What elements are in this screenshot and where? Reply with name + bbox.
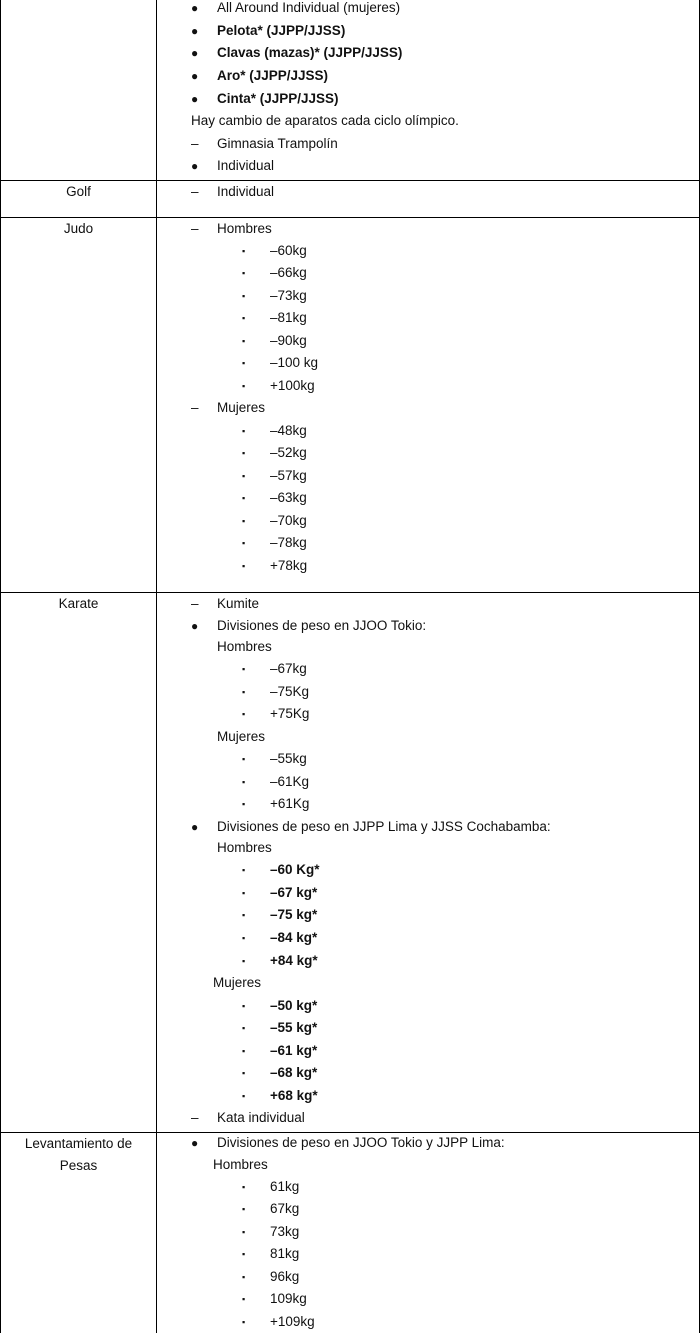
list-item <box>157 1085 697 1107</box>
square-bullet-icon: ▪ <box>242 291 246 301</box>
bullet-icon: ● <box>191 820 199 834</box>
square-bullet-icon: ▪ <box>242 1046 246 1056</box>
list-item-text: Divisiones de peso en JJOO Tokio y JJPP Lima: <box>217 1135 505 1150</box>
list-item-text: +75Kg <box>270 706 310 721</box>
square-bullet-icon: ▪ <box>242 777 246 787</box>
list-item-text: Mujeres <box>217 729 266 744</box>
list-item-text: –78kg <box>270 535 307 550</box>
list-item <box>157 1062 697 1084</box>
list-item <box>157 375 697 397</box>
list-item <box>157 1243 697 1265</box>
square-bullet-icon: ▪ <box>242 313 246 323</box>
list-item-text: Hombres <box>213 1157 268 1172</box>
square-bullet-icon: ▪ <box>242 687 246 697</box>
list-item <box>157 726 697 748</box>
list-item-text: –52kg <box>270 445 307 460</box>
list-item <box>157 510 697 532</box>
list-item-text: Hombres <box>217 840 272 855</box>
list-item-text: –73kg <box>270 288 307 303</box>
list-item-text: Divisiones de peso en JJOO Tokio: <box>217 618 427 633</box>
square-bullet-icon: ▪ <box>242 1317 246 1327</box>
list-item-text: All Around Individual (mujeres) <box>217 0 401 15</box>
list-item <box>157 420 697 442</box>
list-item <box>157 181 697 203</box>
list-item-text: –70kg <box>270 513 307 528</box>
list-item <box>157 1221 697 1243</box>
list-item-text: –60 Kg* <box>270 862 320 877</box>
list-item <box>157 330 697 352</box>
list-item <box>157 1198 697 1220</box>
list-item <box>157 703 697 725</box>
list-item-text: 67kg <box>270 1201 300 1216</box>
square-bullet-icon: ▪ <box>242 865 246 875</box>
list-item-text: Aro* (JJPP/JJSS) <box>217 68 329 83</box>
list-item-text: –55 kg* <box>270 1020 318 1035</box>
sport-name: Levantamiento de <box>24 1136 133 1151</box>
bullet-icon: ● <box>191 24 199 38</box>
list-item <box>157 307 697 329</box>
list-item <box>157 837 697 859</box>
list-item-text: Cinta* (JJPP/JJSS) <box>217 91 339 106</box>
list-item-text: Mujeres <box>217 400 266 415</box>
list-item <box>157 1107 697 1129</box>
list-item-text: Divisiones de peso en JJPP Lima y JJSS Cochabamba: <box>217 819 551 834</box>
list-item-text: Kumite <box>217 596 260 611</box>
list-item <box>157 42 697 64</box>
list-item-text: –81kg <box>270 310 307 325</box>
square-bullet-icon: ▪ <box>242 933 246 943</box>
list-item <box>157 859 697 881</box>
dash-icon: – <box>191 221 199 236</box>
list-item-text: –67 kg* <box>270 885 318 900</box>
square-bullet-icon: ▪ <box>242 538 246 548</box>
list-item-text: Hombres <box>217 639 272 654</box>
list-item <box>157 218 697 240</box>
bullet-icon: ● <box>191 92 199 106</box>
list-item-text: –55kg <box>270 751 307 766</box>
list-item <box>157 748 697 770</box>
square-bullet-icon: ▪ <box>242 709 246 719</box>
list-item <box>157 20 697 42</box>
list-item <box>157 1017 697 1039</box>
square-bullet-icon: ▪ <box>242 1272 246 1282</box>
list-item-text: Hay cambio de aparatos cada ciclo olímpico. <box>191 113 459 128</box>
square-bullet-icon: ▪ <box>242 1001 246 1011</box>
list-item <box>157 882 697 904</box>
list-item-text: Mujeres <box>213 975 262 990</box>
list-item <box>157 487 697 509</box>
list-item-text: –75Kg <box>270 684 310 699</box>
list-item <box>157 352 697 374</box>
square-bullet-icon: ▪ <box>242 1249 246 1259</box>
list-item-text: +61Kg <box>270 796 310 811</box>
list-item-text: Gimnasia Trampolín <box>217 136 338 151</box>
square-bullet-icon: ▪ <box>242 493 246 503</box>
list-item <box>157 155 697 177</box>
list-item <box>157 465 697 487</box>
square-bullet-icon: ▪ <box>242 516 246 526</box>
list-item-text: +68 kg* <box>270 1088 318 1103</box>
square-bullet-icon: ▪ <box>242 1068 246 1078</box>
list-item <box>157 532 697 554</box>
list-item <box>157 615 697 637</box>
dash-icon: – <box>191 136 199 151</box>
square-bullet-icon: ▪ <box>242 336 246 346</box>
list-item <box>157 816 697 838</box>
list-item <box>157 904 697 926</box>
sport-name: Golf <box>66 184 91 199</box>
list-item <box>157 65 697 87</box>
list-item <box>157 240 697 262</box>
list-item-text: –60kg <box>270 243 307 258</box>
list-item-text: Hombres <box>217 221 272 236</box>
list-item <box>157 972 697 994</box>
list-item-text: 109kg <box>270 1291 307 1306</box>
list-item-text: –67kg <box>270 661 307 676</box>
list-item-text: +109kg <box>270 1314 315 1329</box>
list-item-text: –57kg <box>270 468 307 483</box>
sport-name: Pesas <box>59 1158 98 1173</box>
bullet-icon: ● <box>191 69 199 83</box>
list-item <box>157 1311 697 1333</box>
list-item <box>157 442 697 464</box>
square-bullet-icon: ▪ <box>242 471 246 481</box>
square-bullet-icon: ▪ <box>242 956 246 966</box>
list-item <box>157 1154 697 1176</box>
dash-icon: – <box>191 596 199 611</box>
list-item <box>157 771 697 793</box>
list-item-text: Pelota* (JJPP/JJSS) <box>217 23 346 38</box>
square-bullet-icon: ▪ <box>242 664 246 674</box>
list-item <box>157 262 697 284</box>
list-item-text: –75 kg* <box>270 907 318 922</box>
list-item <box>157 1132 697 1154</box>
list-item-text: –68 kg* <box>270 1065 318 1080</box>
square-bullet-icon: ▪ <box>242 910 246 920</box>
square-bullet-icon: ▪ <box>242 888 246 898</box>
dash-icon: – <box>191 400 199 415</box>
square-bullet-icon: ▪ <box>242 426 246 436</box>
list-item <box>157 1040 697 1062</box>
list-item-text: –100 kg <box>270 355 319 370</box>
list-item <box>157 681 697 703</box>
list-item <box>157 285 697 307</box>
list-item <box>157 88 697 110</box>
bullet-icon: ● <box>191 619 199 633</box>
sport-name: Karate <box>58 596 99 611</box>
bullet-icon: ● <box>191 46 199 60</box>
square-bullet-icon: ▪ <box>242 1091 246 1101</box>
list-item-text: –84 kg* <box>270 930 318 945</box>
dash-icon: – <box>191 184 199 199</box>
list-item-text: –90kg <box>270 333 307 348</box>
list-item <box>157 555 697 577</box>
list-item-text: –66kg <box>270 265 307 280</box>
list-item-text: Clavas (mazas)* (JJPP/JJSS) <box>217 45 403 60</box>
list-item <box>157 593 697 615</box>
list-item <box>157 1266 697 1288</box>
list-item <box>157 397 697 419</box>
list-item <box>157 0 697 19</box>
square-bullet-icon: ▪ <box>242 1182 246 1192</box>
list-item-text: 73kg <box>270 1224 300 1239</box>
list-item <box>157 950 697 972</box>
list-item <box>157 927 697 949</box>
list-item <box>157 793 697 815</box>
square-bullet-icon: ▪ <box>242 1023 246 1033</box>
list-item <box>157 110 697 132</box>
list-item-text: +84 kg* <box>270 953 318 968</box>
bullet-icon: ● <box>191 1136 199 1150</box>
square-bullet-icon: ▪ <box>242 754 246 764</box>
square-bullet-icon: ▪ <box>242 358 246 368</box>
list-item-text: Individual <box>217 184 275 199</box>
list-item-text: –63kg <box>270 490 307 505</box>
list-item-text: –61 kg* <box>270 1043 318 1058</box>
bullet-icon: ● <box>191 1 199 15</box>
square-bullet-icon: ▪ <box>242 1227 246 1237</box>
list-item-text: +100kg <box>270 378 315 393</box>
list-item-text: –61Kg <box>270 774 310 789</box>
list-item-text: +78kg <box>270 558 308 573</box>
list-item <box>157 133 697 155</box>
sport-name: Judo <box>63 221 94 236</box>
list-item <box>157 636 697 658</box>
list-item <box>157 1288 697 1310</box>
square-bullet-icon: ▪ <box>242 799 246 809</box>
list-item-text: 61kg <box>270 1179 300 1194</box>
square-bullet-icon: ▪ <box>242 246 246 256</box>
dash-icon: – <box>191 1110 199 1125</box>
list-item-text: –48kg <box>270 423 307 438</box>
square-bullet-icon: ▪ <box>242 268 246 278</box>
list-item <box>157 1176 697 1198</box>
square-bullet-icon: ▪ <box>242 561 246 571</box>
list-item-text: –50 kg* <box>270 998 318 1013</box>
list-item-text: 96kg <box>270 1269 300 1284</box>
list-item <box>157 658 697 680</box>
square-bullet-icon: ▪ <box>242 381 246 391</box>
square-bullet-icon: ▪ <box>242 1294 246 1304</box>
list-item-text: Individual <box>217 158 275 173</box>
square-bullet-icon: ▪ <box>242 448 246 458</box>
bullet-icon: ● <box>191 159 199 173</box>
list-item-text: Kata individual <box>217 1110 305 1125</box>
square-bullet-icon: ▪ <box>242 1204 246 1214</box>
list-item-text: 81kg <box>270 1246 300 1261</box>
list-item <box>157 995 697 1017</box>
